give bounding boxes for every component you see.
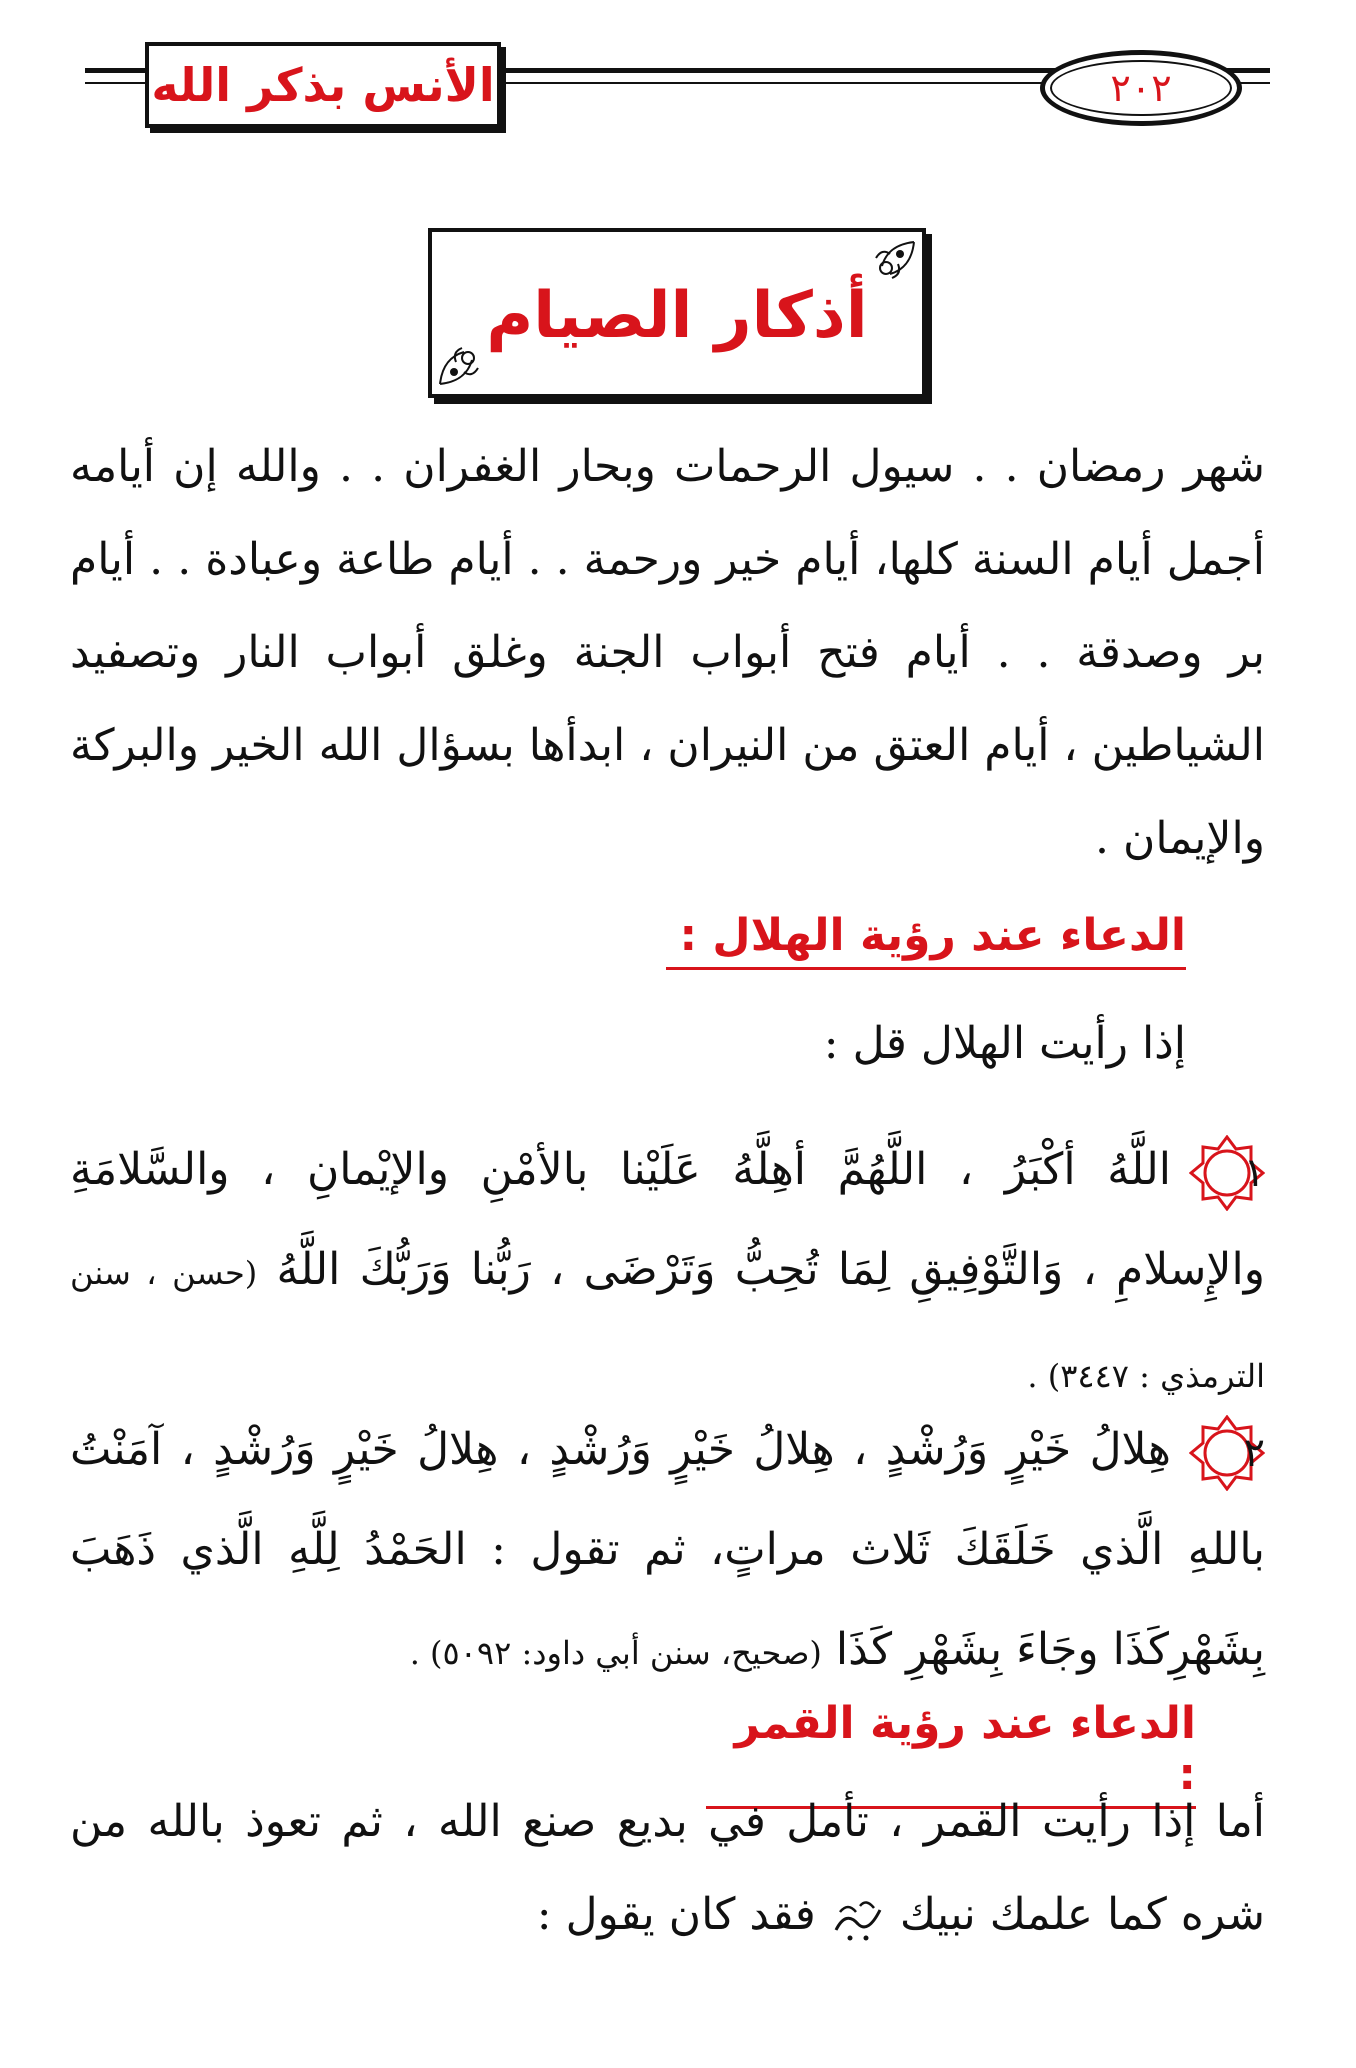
page-number: ٢٠٢ <box>1110 66 1172 110</box>
section-heading-crescent: الدعاء عند رؤية الهلال : <box>666 910 1186 970</box>
salawat-calligraphy-icon <box>830 1890 886 1946</box>
floral-ornament-icon <box>856 238 916 298</box>
floral-ornament-icon <box>438 328 498 388</box>
supplication-text: هِلالُ خَيْرٍ وَرُشْدٍ ، هِلالُ خَيْرٍ وَرُشْدٍ ، هِلالُ خَيْرٍ وَرُشْدٍ ، آمَنْتُ باللهِ الَّذي خَلَقَكَ ثَلاث مراتٍ، ثم تقول : الحَمْدُ لِلَّهِ الَّذي ذَهَبَ بِشَهْرِكَذَا وجَاءَ بِشَهْرِ كَذَا <box>70 1424 1265 1675</box>
hadith-reference: (حسن ، سنن الترمذي : ٣٤٤٧) . <box>70 1254 1265 1395</box>
crescent-lead-text: إذا رأيت الهلال قل : <box>823 1018 1186 1069</box>
supplication-item <box>70 1120 1265 1420</box>
section-heading-moon: الدعاء عند رؤية القمر : <box>706 1698 1196 1809</box>
moon-text-before: أما إذا رأيت القمر ، تأمل في بديع صنع الله ، ثم تعوذ بالله من شره كما علمك نبيك <box>70 1796 1265 1940</box>
hadith-reference: (صحيح، سنن أبي داود: ٥٠٩٢) . <box>409 1634 822 1672</box>
item-number: ١ <box>1243 1149 1265 1196</box>
moon-text-after: فقد كان يقول : <box>536 1889 816 1940</box>
book-title: الأنس بذكر الله <box>151 58 495 112</box>
page-number-oval <box>1040 50 1242 126</box>
moon-paragraph <box>70 1775 1265 1975</box>
item-number: ٢ <box>1243 1429 1265 1476</box>
chapter-title: أذكار الصيام <box>486 279 868 353</box>
supplication-text: اللَّهُ أكْبَرُ ، اللَّهُمَّ أهِلَّهُ عَلَيْنا بالأمْنِ والإيْمانِ ، والسَّلامَةِ والإِسلامِ ، وَالتَّوْفِيقِ لِمَا تُحِبُّ وَتَرْضَى ، رَبُّنا وَرَبُّكَ اللَّهُ <box>70 1144 1265 1295</box>
numbered-star-badge <box>1189 1415 1265 1491</box>
intro-paragraph: شهر رمضان . . سيول الرحمات وبحار الغفران . . والله إن أيامه أجمل أيام السنة كلها، أيام خير ورحمة . . أيام طاعة وعبادة . . أيام بر وصدقة . . أيام فتح أبواب الجنة وغلق أبواب النار وتصفيد الشياطين ، أيام العتق من النيران ، ابدأها بسؤال الله الخير والبركة والإيمان . <box>70 441 1265 864</box>
book-title-box <box>145 42 501 128</box>
supplication-item <box>70 1400 1265 1700</box>
numbered-star-badge <box>1189 1135 1265 1211</box>
chapter-title-box <box>428 228 926 398</box>
